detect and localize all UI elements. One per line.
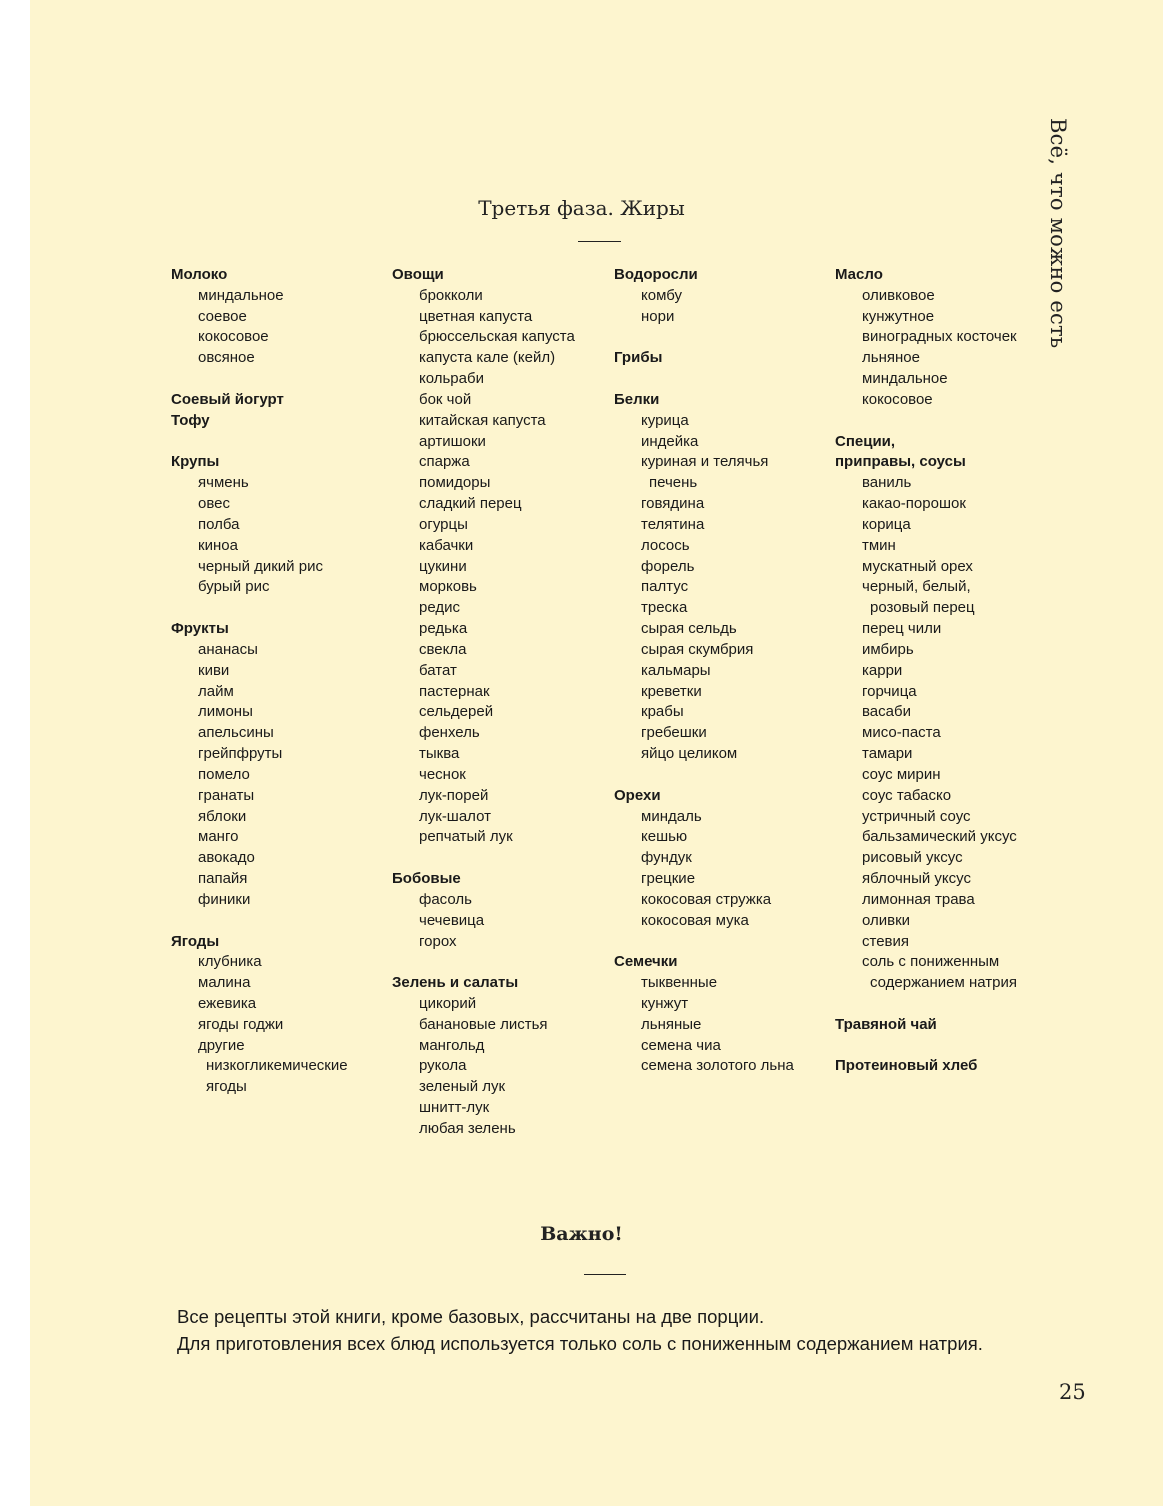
group-protein-bread [835, 1056, 1050, 1077]
group-herbal-tea [835, 1015, 1050, 1036]
list-item: сырая сельдь [641, 620, 737, 638]
list-item: шнитт-лук [419, 1099, 490, 1117]
group-heading: Фрукты [171, 620, 229, 638]
list-item: малина [198, 974, 251, 992]
list-item: ваниль [862, 474, 912, 492]
list-item: папайя [198, 870, 248, 888]
list-item: лайм [198, 682, 234, 700]
group-spices [835, 432, 1050, 994]
list-item: полба [198, 515, 240, 533]
list-item: гранаты [198, 786, 255, 804]
list-item: апельсины [198, 724, 274, 742]
column-2 [392, 265, 607, 1140]
list-item: палтус [641, 578, 689, 596]
group-heading: Белки [614, 390, 660, 408]
list-item: брокколи [419, 286, 483, 304]
list-item: семена золотого льна [641, 1057, 794, 1075]
list-item: мангольд [419, 1036, 485, 1054]
list-item: цикорий [419, 994, 477, 1012]
group-vegetables [392, 265, 607, 848]
list-item: фасоль [419, 890, 472, 908]
group-heading: Семечки [614, 953, 678, 971]
list-item: кокосовое [862, 390, 933, 408]
list-item: свекла [419, 640, 467, 658]
list-item: какао-порошок [862, 495, 966, 513]
list-item: банановые листья [419, 1015, 548, 1033]
list-item: ягоды [206, 1078, 247, 1096]
group-fruits [171, 619, 386, 911]
list-item: кунжут [641, 994, 689, 1012]
list-item: васаби [862, 703, 911, 721]
list-item: лимоны [198, 703, 253, 721]
list-item: кальмары [641, 661, 711, 679]
list-item: индейка [641, 432, 699, 450]
list-item: стевия [862, 932, 910, 950]
group-greens [392, 973, 607, 1140]
important-title: Важно! [540, 1223, 623, 1245]
list-item: капуста кале (кейл) [419, 349, 556, 367]
list-item: яблочный уксус [862, 870, 971, 888]
list-item: крабы [641, 703, 684, 721]
group-heading: Овощи [392, 266, 444, 283]
list-item: артишоки [419, 432, 486, 450]
list-item: цукини [419, 557, 467, 575]
list-item: кабачки [419, 536, 474, 554]
list-item: репчатый лук [419, 828, 513, 846]
list-item: грецкие [641, 870, 696, 888]
list-item: курица [641, 411, 689, 429]
column-4 [835, 265, 1050, 1077]
list-item: миндальное [862, 370, 948, 388]
list-item: куриная и телячья [641, 453, 769, 471]
list-item: оливки [862, 911, 911, 929]
list-item: миндаль [641, 807, 702, 825]
list-item: черный дикий рис [198, 557, 323, 575]
list-item: форель [641, 557, 695, 575]
list-item: соль с пониженным [862, 953, 1000, 971]
list-item: ежевика [198, 994, 257, 1012]
group-soy-tofu [171, 390, 386, 432]
group-heading: Крупы [171, 453, 220, 471]
list-item: сельдерей [419, 703, 494, 721]
column-3 [614, 265, 829, 1077]
list-item: морковь [419, 578, 477, 596]
list-item: манго [198, 828, 239, 846]
list-item: мускатный орех [862, 557, 973, 575]
group-milk [171, 265, 386, 369]
list-item: сладкий перец [419, 495, 522, 513]
list-item: рукола [419, 1057, 467, 1075]
title-divider [578, 241, 621, 242]
list-item: чеснок [419, 765, 466, 783]
list-item: лосось [641, 536, 690, 554]
list-item: киноа [198, 536, 238, 554]
important-divider [584, 1274, 626, 1275]
group-grains [171, 452, 386, 598]
list-item: льняное [862, 349, 920, 367]
list-item: треска [641, 599, 688, 617]
group-oils [835, 265, 1050, 411]
list-item: бурый рис [198, 578, 270, 596]
column-1 [171, 265, 386, 1098]
list-item: ячмень [198, 474, 249, 492]
list-item: лук-шалот [419, 807, 491, 825]
list-item: кокосовая стружка [641, 890, 772, 908]
group-heading: Водоросли [614, 266, 698, 283]
group-proteins [614, 390, 829, 765]
list-item: цветная капуста [419, 307, 533, 325]
list-item: виноградных косточек [862, 328, 1017, 346]
list-item: бальзамический уксус [862, 828, 1017, 846]
list-item: киви [198, 661, 230, 679]
list-item: бок чой [419, 390, 472, 408]
group-heading: Молоко [171, 266, 228, 283]
list-item: устричный соус [862, 807, 971, 825]
list-item: тыквенные [641, 974, 718, 992]
list-item: телятина [641, 515, 705, 533]
list-item: соевое [198, 307, 247, 325]
list-item: овес [198, 495, 230, 513]
list-item: тамари [862, 745, 913, 763]
group-mushrooms [614, 348, 829, 369]
list-item: огурцы [419, 515, 468, 533]
list-item: пастернак [419, 682, 490, 700]
group-heading: Тофу [171, 411, 210, 429]
list-item: сырая скумбрия [641, 640, 754, 658]
list-item: лук-порей [419, 786, 489, 804]
list-item: горох [419, 932, 457, 950]
note-line: Для приготовления всех блюд используется только соль с пониженным содержанием натрия. [177, 1333, 983, 1354]
list-item: редис [419, 599, 460, 617]
list-item: авокадо [198, 849, 255, 867]
group-heading: Орехи [614, 786, 661, 804]
list-item: комбу [641, 286, 682, 304]
group-seaweed [614, 265, 829, 327]
list-item: карри [862, 661, 903, 679]
group-nuts [614, 786, 829, 932]
list-item: гребешки [641, 724, 707, 742]
list-item: яйцо целиком [641, 745, 738, 763]
group-heading: Грибы [614, 349, 663, 367]
list-item: горчица [862, 682, 917, 700]
list-item: другие [198, 1036, 245, 1054]
group-heading: Протеиновый хлеб [835, 1057, 978, 1075]
list-item: яблоки [198, 807, 247, 825]
note-line: Все рецепты этой книги, кроме базовых, рассчитаны на две порции. [177, 1306, 765, 1327]
group-heading: Ягоды [171, 932, 220, 950]
group-heading: приправы, соусы [835, 453, 966, 471]
list-item: перец чили [862, 620, 942, 638]
list-item: корица [862, 515, 911, 533]
list-item: оливковое [862, 286, 935, 304]
important-note [177, 1303, 1077, 1357]
list-item: тыква [419, 745, 460, 763]
list-item: низкогликемические [206, 1057, 348, 1075]
list-item: мисо-паста [862, 724, 941, 742]
group-heading: Зелень и салаты [392, 974, 519, 992]
section-title: Третья фаза. Жиры [478, 196, 685, 220]
list-item: миндальное [198, 286, 284, 304]
list-item: батат [419, 661, 457, 679]
list-item: клубника [198, 953, 262, 971]
list-item: имбирь [862, 640, 914, 658]
list-item: спаржа [419, 453, 470, 471]
list-item: любая зелень [419, 1119, 516, 1137]
list-item: финики [198, 890, 251, 908]
group-heading: Масло [835, 266, 883, 283]
list-item: зеленый лук [419, 1078, 506, 1096]
list-item: лимонная трава [862, 890, 975, 908]
list-item: тмин [862, 536, 896, 554]
list-item: редька [419, 620, 468, 638]
list-item: чечевица [419, 911, 485, 929]
list-item: кунжутное [862, 307, 935, 325]
list-item: печень [649, 474, 698, 492]
list-item: фенхель [419, 724, 480, 742]
list-item: кольраби [419, 370, 484, 388]
list-item: фундук [641, 849, 692, 867]
group-heading: Специи, [835, 432, 896, 450]
list-item: кокосовая мука [641, 911, 749, 929]
list-item: ананасы [198, 640, 258, 658]
group-seeds [614, 952, 829, 1077]
list-item: кешью [641, 828, 688, 846]
group-berries [171, 932, 386, 1099]
list-item: брюссельская капуста [419, 328, 575, 346]
page-number: 25 [1059, 1380, 1086, 1404]
group-heading: Травяной чай [835, 1015, 937, 1033]
list-item: соус табаско [862, 786, 952, 804]
list-item: помело [198, 765, 250, 783]
group-legumes [392, 869, 607, 952]
list-item: креветки [641, 682, 702, 700]
list-item: льняные [641, 1015, 702, 1033]
group-heading: Соевый йогурт [171, 390, 284, 408]
list-item: ягоды годжи [198, 1015, 284, 1033]
list-item: говядина [641, 495, 705, 513]
list-item: розовый перец [870, 599, 975, 617]
list-item: грейпфруты [198, 745, 283, 763]
list-item: содержанием натрия [870, 974, 1017, 992]
list-item: черный, белый, [862, 578, 971, 596]
running-header: Всё, что можно есть [1046, 118, 1070, 349]
list-item: кокосовое [198, 328, 269, 346]
list-item: рисовый уксус [862, 849, 963, 867]
list-item: нори [641, 307, 675, 325]
list-item: помидоры [419, 474, 491, 492]
list-item: овсяное [198, 349, 255, 367]
group-heading: Бобовые [392, 870, 461, 888]
list-item: китайская капуста [419, 411, 546, 429]
list-item: семена чиа [641, 1036, 721, 1054]
list-item: соус мирин [862, 765, 941, 783]
